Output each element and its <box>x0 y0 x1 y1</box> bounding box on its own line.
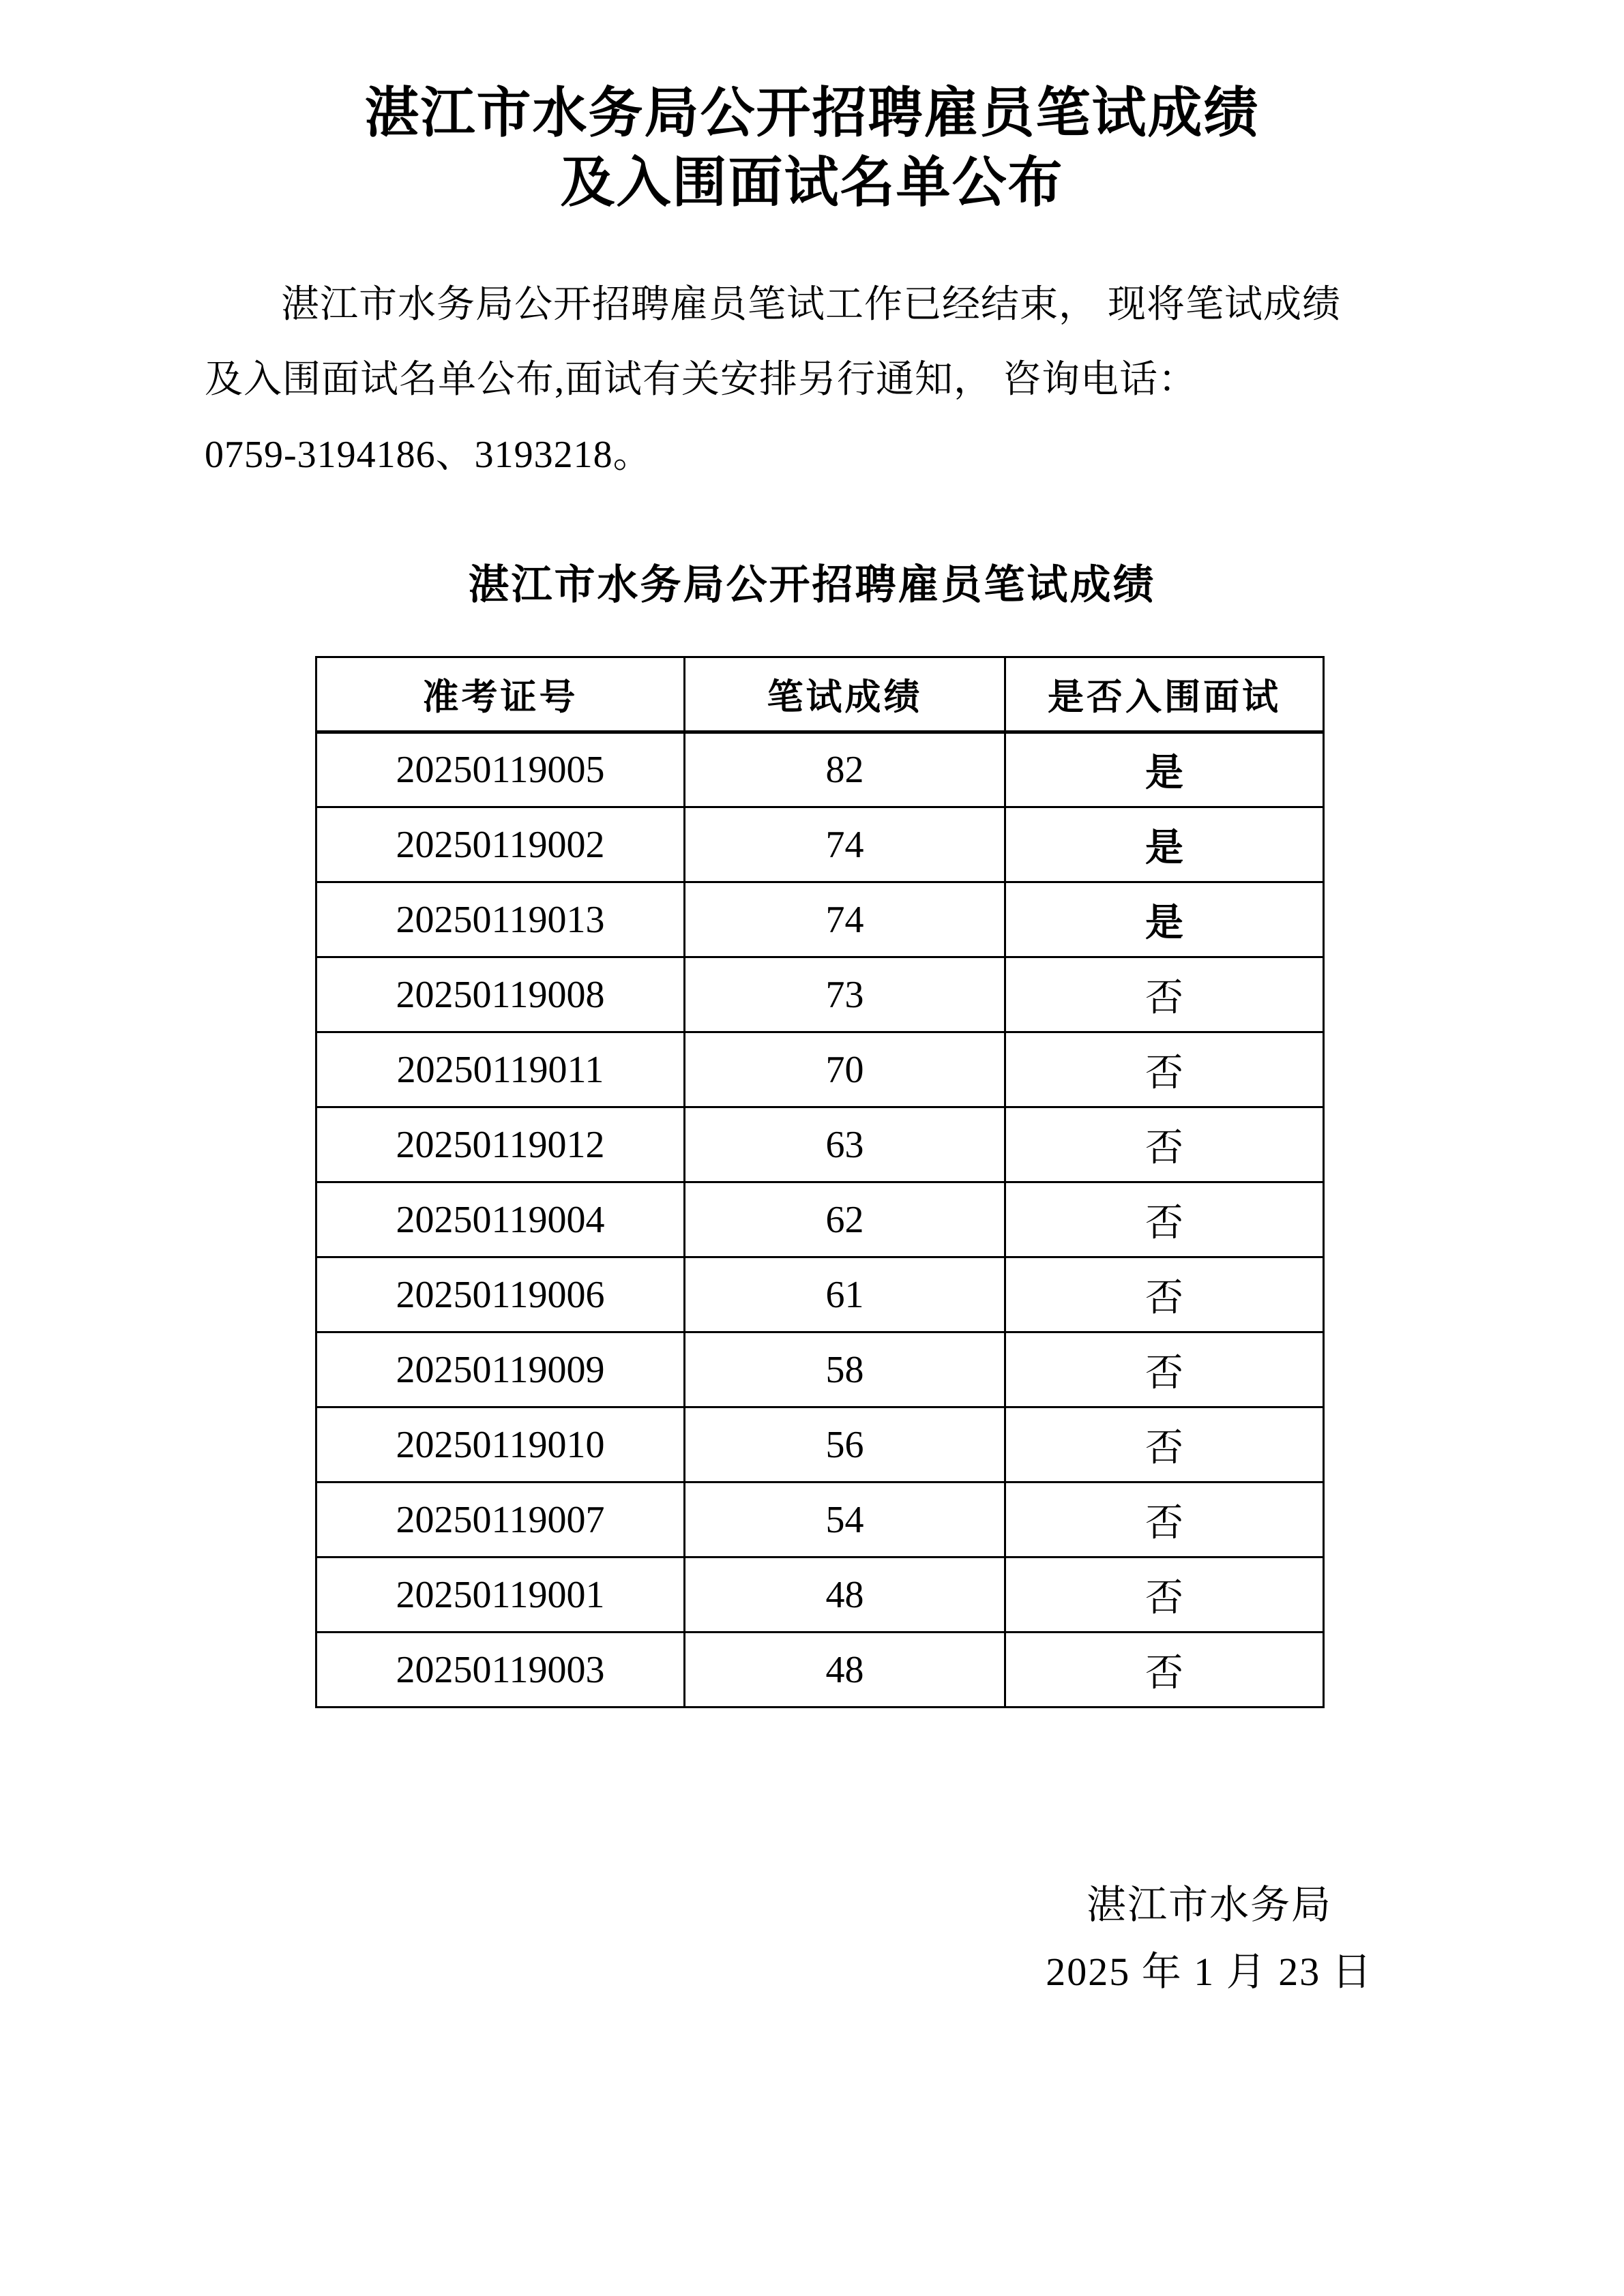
intro-line-2: 及入围面试名单公布,面试有关安排另行通知， 咨询电话： <box>205 359 1197 401</box>
score-cell: 73 <box>685 957 1005 1032</box>
table-row <box>316 1632 1324 1708</box>
results-table <box>315 656 1325 1708</box>
score-cell: 54 <box>685 1482 1005 1557</box>
table-row <box>316 882 1324 957</box>
table-row <box>316 957 1324 1032</box>
exam-id-cell: 20250119007 <box>316 1482 685 1557</box>
signature-date: 2025 年 1 月 23 日 <box>1046 1950 1373 1994</box>
exam-id-cell: 20250119009 <box>316 1332 685 1407</box>
exam-id-cell: 20250119003 <box>316 1632 685 1708</box>
signature-org: 湛江市水务局 <box>1086 1883 1332 1927</box>
shortlisted-cell: 是 <box>1005 732 1324 807</box>
shortlisted-cell: 是 <box>1005 882 1324 957</box>
results-table-header <box>316 657 1324 732</box>
header-exam-id: 准考证号 <box>316 657 685 732</box>
score-cell: 74 <box>685 882 1005 957</box>
score-cell: 63 <box>685 1107 1005 1182</box>
score-cell: 56 <box>685 1407 1005 1482</box>
document-title-line2: 及入围面试名单公布 <box>560 153 1064 213</box>
score-cell: 48 <box>685 1557 1005 1632</box>
table-row <box>316 1407 1324 1482</box>
shortlisted-cell: 是 <box>1005 807 1324 882</box>
shortlisted-cell: 否 <box>1005 1557 1324 1632</box>
table-row <box>316 1107 1324 1182</box>
results-table-body <box>316 732 1324 1708</box>
shortlisted-cell: 否 <box>1005 1482 1324 1557</box>
shortlisted-cell: 否 <box>1005 1107 1324 1182</box>
exam-id-cell: 20250119004 <box>316 1182 685 1257</box>
shortlisted-cell: 否 <box>1005 1182 1324 1257</box>
score-cell: 62 <box>685 1182 1005 1257</box>
shortlisted-cell: 否 <box>1005 1032 1324 1107</box>
score-cell: 58 <box>685 1332 1005 1407</box>
header-row <box>316 657 1324 732</box>
score-cell: 48 <box>685 1632 1005 1708</box>
score-cell: 70 <box>685 1032 1005 1107</box>
table-row <box>316 1257 1324 1332</box>
table-row <box>316 807 1324 882</box>
table-row <box>316 1332 1324 1407</box>
shortlisted-cell: 否 <box>1005 1407 1324 1482</box>
score-cell: 82 <box>685 732 1005 807</box>
exam-id-cell: 20250119010 <box>316 1407 685 1482</box>
exam-id-cell: 20250119005 <box>316 732 685 807</box>
table-row <box>316 732 1324 807</box>
table-row <box>316 1482 1324 1557</box>
header-score: 笔试成绩 <box>685 657 1005 732</box>
intro-line-3: 0759-3194186、3193218。 <box>205 434 652 476</box>
exam-id-cell: 20250119012 <box>316 1107 685 1182</box>
shortlisted-cell: 否 <box>1005 1632 1324 1708</box>
shortlisted-cell: 否 <box>1005 1257 1324 1332</box>
document-title-line1: 湛江市水务局公开招聘雇员笔试成绩 <box>364 84 1260 144</box>
table-row <box>316 1182 1324 1257</box>
table-row <box>316 1032 1324 1107</box>
exam-id-cell: 20250119006 <box>316 1257 685 1332</box>
score-cell: 61 <box>685 1257 1005 1332</box>
intro-line-1: 湛江市水务局公开招聘雇员笔试工作已经结束， 现将笔试成绩 <box>281 284 1341 326</box>
intro-paragraph <box>205 267 1463 492</box>
exam-id-cell: 20250119008 <box>316 957 685 1032</box>
score-cell: 74 <box>685 807 1005 882</box>
table-row <box>316 1557 1324 1632</box>
exam-id-cell: 20250119013 <box>316 882 685 957</box>
shortlisted-cell: 否 <box>1005 1332 1324 1407</box>
table-title: 湛江市水务局公开招聘雇员笔试成绩 <box>468 563 1156 608</box>
exam-id-cell: 20250119002 <box>316 807 685 882</box>
exam-id-cell: 20250119001 <box>316 1557 685 1632</box>
signature-block <box>971 1872 1448 2006</box>
header-shortlisted: 是否入围面试 <box>1005 657 1324 732</box>
shortlisted-cell: 否 <box>1005 957 1324 1032</box>
document-title <box>0 0 1624 218</box>
exam-id-cell: 20250119011 <box>316 1032 685 1107</box>
